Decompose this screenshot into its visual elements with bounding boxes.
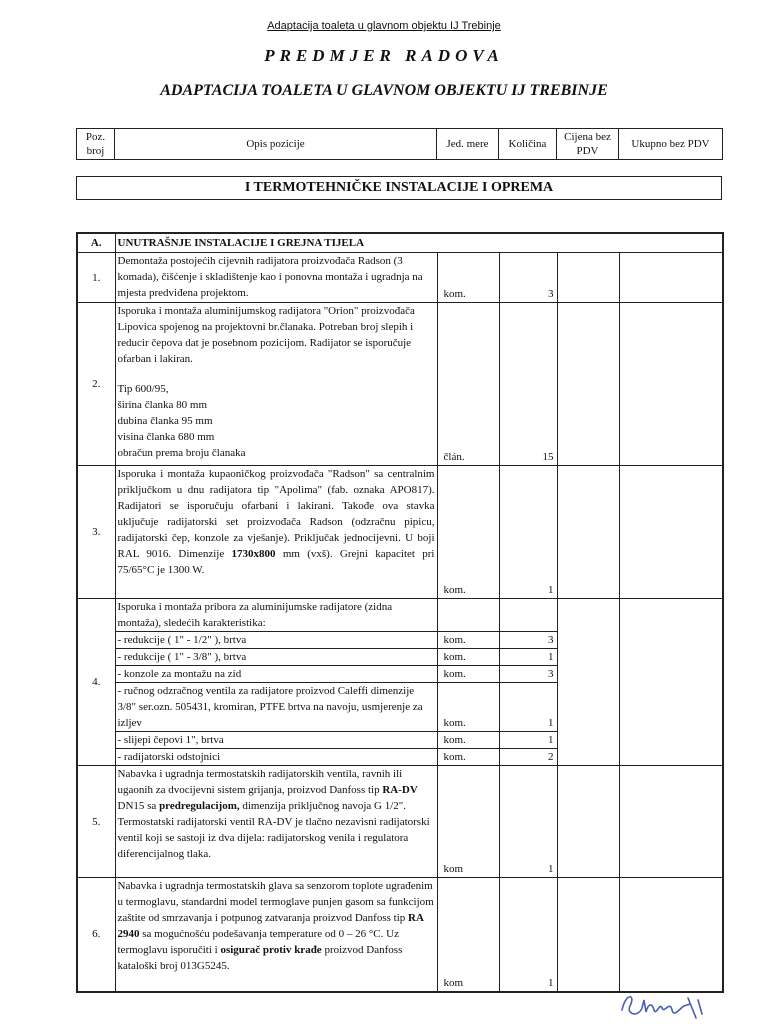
item-description-line: Tip 600/95, [117,383,169,395]
item-description-line: širina članka 80 mm [117,399,208,411]
subsection-row [77,233,723,253]
item-number: 6. [77,878,115,992]
item-description-part: Nabavka i ugradnja termostatskih glava sa senzorom toplote ugrađenim u termoglavu, standardni model termoglave punjen gasom sa funkcijom zaštite od smrzavanja i potpunog zatvaranja proizvod Danfoss tip [117,880,434,924]
item-description-line: dubina članka 95 mm [117,415,213,427]
column-header-total: Ukupno bez PDV [619,129,723,160]
section-heading: I TERMOTEHNIČKE INSTALACIJE I OPREMA [76,176,722,200]
item-quantity: 1 [499,466,557,599]
table-row [77,253,723,303]
item-total-cell [619,303,723,466]
item-quantity: 1 [499,732,557,749]
item-description: Isporuka i montaža pribora za aluminijumske radijatore (zidna montaža), sledećih karakteristika: [115,599,437,632]
document-subtitle: ADAPTACIJA TOALETA U GLAVNOM OBJEKTU IJ TREBINJE [160,82,608,99]
column-header-pos: Poz. broj [77,129,115,160]
item-quantity: 3 [499,632,557,649]
item-sub-description: - ručnog odzračnog ventila za radijatore proizvod Caleffi dimenzije 3/8" ser.ozn. 505431, kromiran, PTFE brtva na navoju, usmjerenje za izljev [115,683,437,732]
item-description-part: Nabavka i ugradnja termostatskih radijatorskih ventila, ravnih ili ugaonih za dvocijevni sistem grijanja, proizvod Danfoss tip [117,768,403,796]
item-sub-description: - slijepi čepovi 1", brtva [115,732,437,749]
item-description-part: sa mogućnošću podešavanja temperature od 0 – 26 °C. Uz termoglavu isporučiti i [117,928,399,956]
item-total-cell [619,878,723,992]
item-number: 4. [77,599,115,766]
item-description-part: dimenzija priključnog navoja G 1/2". Termostatski radijatorski ventil RA-DV je tlačno nezavisni radijatorski ventil koji se sastoji iz dva dijela: radijatorskog venila i regulatora diferencijalnog tlaka. [117,800,430,860]
item-description [115,878,437,992]
item-quantity: 1 [499,683,557,732]
item-total-cell [619,253,723,303]
item-model: RA 2940 [117,912,424,940]
item-price-cell [557,303,619,466]
item-unit: kom. [437,732,499,749]
item-unit-cell [437,599,499,632]
item-unit: kom. [437,632,499,649]
item-unit: kom. [437,683,499,732]
item-quantity: 1 [499,766,557,878]
item-quantity-cell [499,599,557,632]
table-row [77,878,723,992]
item-feature: osigurač protiv krađe [220,944,322,956]
items-table [76,232,724,993]
item-quantity: 2 [499,749,557,766]
item-price-cell [557,599,619,766]
item-number: 1. [77,253,115,303]
item-total-cell [619,766,723,878]
item-number: 2. [77,303,115,466]
item-description-line: Isporuka i montaža aluminijumskog radijatora "Orion" proizvođača Lipovica spojenog na projektovni br.članaka. Potreban broj slepih i reducir čepova dat je posebnom pozicijom. Radijator se isporučuje ofarban i lakiran. [117,305,415,365]
item-quantity: 1 [499,649,557,666]
item-sub-description: - redukcije ( 1" - 3/8" ), brtva [115,649,437,666]
column-header-unit: Jed. mere [437,129,499,160]
item-feature: predregulacijom, [159,800,240,812]
item-price-cell [557,878,619,992]
item-price-cell [557,466,619,599]
item-total-cell [619,466,723,599]
subsection-title: UNUTRAŠNJE INSTALACIJE I GREJNA TIJELA [115,233,723,253]
item-sub-description: - konzole za montažu na zid [115,666,437,683]
item-description [115,766,437,878]
item-price-cell [557,766,619,878]
item-unit: kom. [437,253,499,303]
item-description-line: obračun prema broju članaka [117,447,246,459]
item-total-cell [619,599,723,766]
item-description [115,466,437,599]
item-unit: kom. [437,649,499,666]
column-header-qty: Količina [499,129,557,160]
item-description-part: DN15 sa [117,800,160,812]
column-header-price: Cijena bez PDV [557,129,619,160]
item-quantity: 3 [499,666,557,683]
item-quantity: 1 [499,878,557,992]
table-row [77,599,723,632]
item-dimension: 1730x800 [231,548,276,560]
subsection-code: A. [77,233,115,253]
item-unit: člán. [437,303,499,466]
item-description-part: proizvod Danfoss kataloški broj 013G5245. [117,944,403,972]
table-row [77,766,723,878]
item-unit: kom. [437,749,499,766]
item-quantity: 3 [499,253,557,303]
signature-mark [618,988,708,1022]
item-price-cell [557,253,619,303]
column-header-desc: Opis pozicije [115,129,437,160]
item-unit: kom. [437,666,499,683]
item-unit: kom [437,878,499,992]
document-header-note: Adaptacija toaleta u glavnom objektu IJ Trebinje [267,20,501,32]
item-sub-description: - radijatorski odstojnici [115,749,437,766]
document-title: PREDMJER RADOVA [264,46,504,65]
item-description: Demontaža postojećih cijevnih radijatora proizvođača Radson (3 komada), čišćenje i skladištenje kao i ponovna montaža i ugradnja na mjesta predviđena projektom. [115,253,437,303]
item-model: RA-DV [382,784,418,796]
item-number: 3. [77,466,115,599]
item-number: 5. [77,766,115,878]
item-unit: kom [437,766,499,878]
table-row [77,466,723,599]
item-description-part: Isporuka i montaža kupaoničkog proizvođača "Radson" sa centralnim priključkom u dnu radijatora tip "Apolima" (fab. oznaka APO817). Radijatori se isporučuju ofarbani i lakirani. Takođe ova stavka uključuje radijatorski set proizvođača Radson (odzračnu pipicu, radijatorski čep, konzole za vješanje). Priključak jednocijevni. U boji RAL 9016. Dimenzije [117,468,435,560]
item-quantity: 15 [499,303,557,466]
item-description [115,303,437,466]
item-description-line: visina članka 680 mm [117,431,215,443]
table-row [77,303,723,466]
item-unit: kom. [437,466,499,599]
column-header-table [76,128,723,160]
item-description-part: mm (vxš). Grejni kapacitet pri 75/65°C je 1300 W. [117,548,435,576]
item-sub-description: - redukcije ( 1" - 1/2" ), brtva [115,632,437,649]
